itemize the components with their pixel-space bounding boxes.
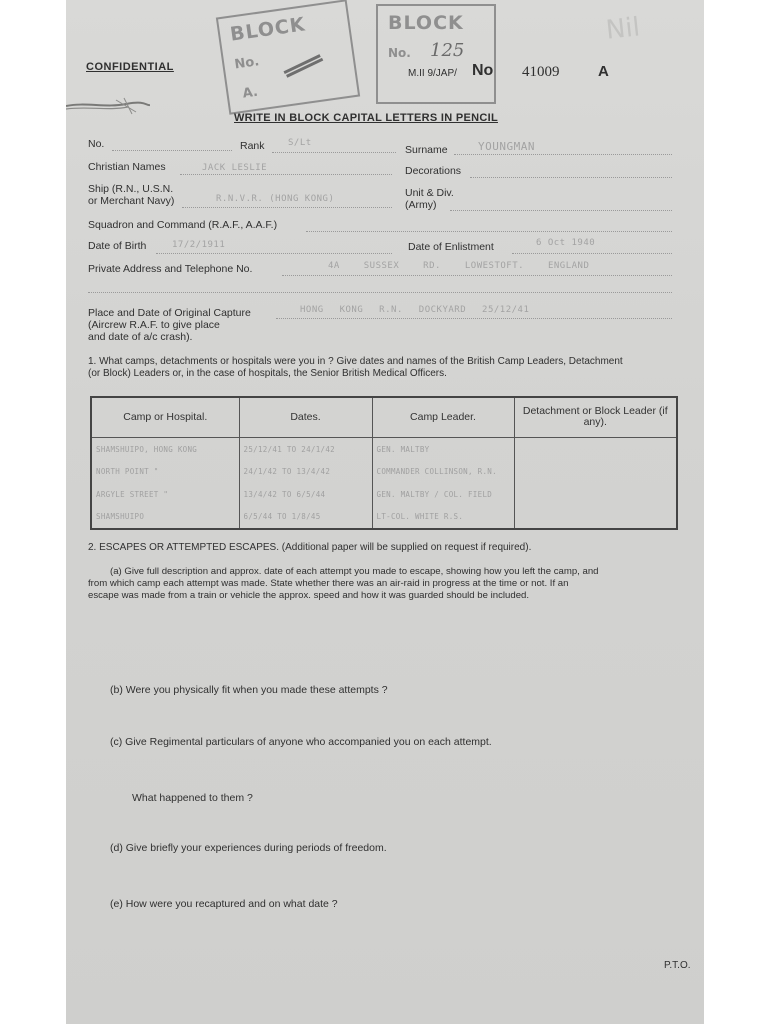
- q2b: (b) Were you physically fit when you made these attempts ?: [110, 684, 388, 696]
- unit-label-1: Unit & Div.: [405, 187, 454, 199]
- ship-line: [182, 207, 392, 208]
- dob-line: [156, 253, 392, 254]
- table-row: [91, 460, 677, 483]
- stamp-a-letter: A.: [241, 84, 259, 102]
- stamp-a-title: BLOCK: [228, 13, 307, 46]
- unit-label-2: (Army): [405, 199, 437, 211]
- camp-cell: SHAMSHUIPO: [91, 505, 239, 529]
- ship-label-1: Ship (R.N., U.S.N.: [88, 183, 174, 195]
- camps-table-header: [91, 397, 677, 437]
- stamp-125-no: No.: [388, 46, 411, 60]
- leader-cell: LT-COL. WHITE R.S.: [372, 505, 514, 529]
- decorations-line: [470, 177, 672, 178]
- dob-value: 17/2/1911: [172, 240, 226, 250]
- pto-label: P.T.O.: [664, 960, 691, 971]
- address-value: 4A SUSSEX RD. LOWESTOFT. ENGLAND: [328, 261, 590, 271]
- stamp-a-no: No.: [233, 54, 261, 73]
- squadron-line: [306, 231, 672, 232]
- christian-names-line: [180, 174, 392, 175]
- block-stamp-125: [376, 4, 496, 104]
- detachment-cell: [514, 505, 677, 529]
- q2a-line-2: from which camp each attempt was made. State whether there was an air-raid in progress at the time or not. If an: [88, 578, 569, 589]
- dates-cell: 6/5/44 TO 1/8/45: [239, 505, 372, 529]
- col-camp-header: Camp or Hospital.: [91, 397, 239, 437]
- instruction-heading: WRITE IN BLOCK CAPITAL LETTERS IN PENCIL: [234, 112, 498, 124]
- table-row: [91, 483, 677, 506]
- address-line: [282, 275, 672, 276]
- q2a-line-1: (a) Give full description and approx. date of each attempt you made to escape, showing how you left the camp, and: [110, 566, 599, 577]
- q2e: (e) How were you recaptured and on what date ?: [110, 898, 338, 910]
- enlistment-label: Date of Enlistment: [408, 241, 494, 253]
- document-page: [66, 0, 704, 1024]
- christian-names-label: Christian Names: [88, 161, 166, 173]
- col-leader-header: Camp Leader.: [372, 397, 514, 437]
- dob-label: Date of Birth: [88, 240, 147, 252]
- ref-letter: A: [598, 63, 609, 80]
- capture-label-1: Place and Date of Original Capture: [88, 307, 251, 319]
- twine-string: [66, 96, 150, 118]
- ref-no-label: No: [472, 62, 494, 79]
- detachment-cell: [514, 483, 677, 506]
- detachment-cell: [514, 460, 677, 483]
- leader-cell: GEN. MALTBY: [372, 437, 514, 460]
- q2-title: 2. ESCAPES OR ATTEMPTED ESCAPES. (Additional paper will be supplied on request if required).: [88, 542, 532, 553]
- q2c: (c) Give Regimental particulars of anyone who accompanied you on each attempt.: [110, 736, 492, 748]
- unit-line: [450, 210, 672, 211]
- stamp-a-scribble: [280, 51, 327, 79]
- detachment-cell: [514, 437, 677, 460]
- q2c-sub: What happened to them ?: [132, 792, 253, 804]
- col-dates-header: Dates.: [239, 397, 372, 437]
- leader-cell: COMMANDER COLLINSON, R.N.: [372, 460, 514, 483]
- leader-cell: GEN. MALTBY / COL. FIELD: [372, 483, 514, 506]
- no-label: No.: [88, 138, 105, 150]
- ship-value: R.N.V.R. (HONG KONG): [216, 194, 335, 204]
- confidential-label: CONFIDENTIAL: [86, 61, 174, 73]
- camp-cell: NORTH POINT ": [91, 460, 239, 483]
- camp-cell: ARGYLE STREET ": [91, 483, 239, 506]
- q2d: (d) Give briefly your experiences during periods of freedom.: [110, 842, 387, 854]
- stamp-125-number: 125: [430, 40, 465, 61]
- ship-label-2: or Merchant Navy): [88, 195, 175, 207]
- address-line-2: [88, 292, 672, 293]
- no-line: [112, 150, 232, 151]
- col-detachment-header: Detachment or Block Leader (if any).: [514, 397, 677, 437]
- dates-cell: 24/1/42 TO 13/4/42: [239, 460, 372, 483]
- christian-names-value: JACK LESLIE: [202, 163, 268, 173]
- q1-line-1: 1. What camps, detachments or hospitals were you in ? Give dates and names of the British Camp Leaders, Detachment: [88, 356, 623, 367]
- q1-line-2: (or Block) Leaders or, in the case of hospitals, the Senior British Medical Officers.: [88, 368, 447, 379]
- table-row: [91, 437, 677, 460]
- surname-line: [454, 154, 672, 155]
- capture-label-3: and date of a/c crash).: [88, 331, 193, 343]
- stamp-125-title: BLOCK: [388, 12, 464, 34]
- table-row: [91, 505, 677, 529]
- dates-cell: 25/12/41 TO 24/1/42: [239, 437, 372, 460]
- rank-line: [272, 152, 396, 153]
- q2a-line-3: escape was made from a train or vehicle the approx. speed and how it was guarded should be included.: [88, 590, 530, 601]
- camp-cell: SHAMSHUIPO, HONG KONG: [91, 437, 239, 460]
- block-stamp-a: [216, 0, 360, 115]
- enlistment-value: 6 Oct 1940: [536, 238, 596, 248]
- decorations-label: Decorations: [405, 165, 462, 177]
- dates-cell: 13/4/42 TO 6/5/44: [239, 483, 372, 506]
- surname-value: YOUNGMAN: [478, 140, 535, 153]
- ref-number: 41009: [522, 64, 560, 80]
- surname-label: Surname: [405, 144, 448, 156]
- rank-value: S/Lt: [288, 138, 312, 148]
- address-label: Private Address and Telephone No.: [88, 263, 253, 275]
- capture-line: [276, 318, 672, 319]
- ref-prefix: M.II 9/JAP/: [408, 68, 457, 79]
- rank-label: Rank: [240, 140, 265, 152]
- camps-table: [90, 396, 678, 530]
- squadron-label: Squadron and Command (R.A.F., A.A.F.): [88, 219, 278, 231]
- capture-value: HONG KONG R.N. DOCKYARD 25/12/41: [300, 305, 530, 315]
- corner-mark: Nil: [604, 12, 642, 46]
- enlistment-line: [512, 253, 672, 254]
- capture-label-2: (Aircrew R.A.F. to give place: [88, 319, 220, 331]
